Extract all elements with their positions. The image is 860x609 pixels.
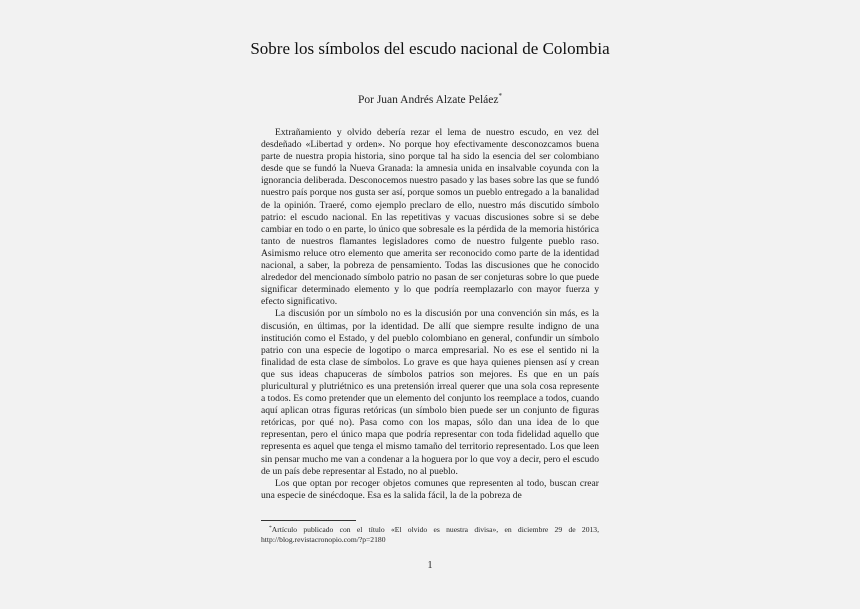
- article-body: [261, 127, 599, 502]
- page-number: 1: [427, 560, 433, 571]
- author-footnote-mark: *: [498, 92, 502, 100]
- footnote-line: [261, 523, 599, 545]
- paper-title: Sobre los símbolos del escudo nacional de Colombia: [250, 39, 610, 58]
- paragraph-1: Extrañamiento y olvido debería rezar el lema de nuestro escudo, en vez del desdeñado «Libertad y orden». No porque hoy efectivamente desconozcamos buena parte de nuestra propia historia, sino porque tal ha sido la esencia del ser colombiano desde que se fundó la Nueva Granada: la amnesia unida en insalvable coyunda con la ignorancia deliberada. Desconocemos nuestro pasado y las bases sobre las que se fundó nuestro país porque nos gusta ser así, porque somos un pueblo entregado a la banalidad de la opinión. Traeré, como ejemplo preclaro de ello, nuestro más discutido símbolo patrio: el escudo nacional. En las repetitivas y vacuas discusiones sobre si se debe cambiar en todo o en parte, lo único que sobresale es la pérdida de la memoria histórica tanto de nuestros flamantes legisladores como de nuestro fulgente pueblo raso. Asimismo reluce otro elemento que amerita ser reconocido como parte de la identidad nacional, a saber, la pobreza de pensamiento. Todas las discusiones que he conocido alrededor del mencionado símbolo patrio no pasan de ser conjeturas sobre lo que puede significar determinado elemento y lo que podría reemplazarlo con mayor fuerza y efecto significativo.: [261, 127, 599, 308]
- footnote-text: Artículo publicado con el título «El olvido es nuestra divisa», en diciembre 29 de 2013, http://blog.revistacronopio.com/?p=2180: [261, 525, 599, 544]
- footnote: [261, 523, 599, 545]
- author-name: Por Juan Andrés Alzate Peláez: [357, 94, 499, 106]
- paragraph-2: La discusión por un símbolo no es la discusión por una convención sin más, es la discusión, en últimas, por la identidad. De allí que siempre resulte indigno de una institución como el Estado, y del pueblo colombiano en general, confundir un símbolo patrio con una especie de logotipo o marca empresarial. No es ese el sentido ni la finalidad de esta clase de símbolos. Lo grave es que haya quienes piensen así y crean que sus ideas chapuceras de símbolos patrios son mejores. Es que en un país pluricultural y plutriétnico es una pretensión irreal querer que una sola cosa represente a todos. Es como pretender que un elemento del conjunto los reemplace a todos, cuando aquí aplican otras figuras retóricas (un símbolo bien puede ser un conjunto de figuras retóricas, por qué no). Pasa como con los mapas, sólo dan una idea de lo que representan, pero el único mapa que podría representar con toda fidelidad aquello que representa es aquel que tenga el mismo tamaño del territorio representado. Los que leen sin pensar mucho me van a condenar a la hoguera por lo que voy a decir, pero el escudo de un país debe representar al Estado, no al pueblo.: [261, 308, 599, 477]
- paragraph-3: Los que optan por recoger objetos comunes que representen al todo, buscan crear una especie de sinécdoque. Esa es la salida fácil, la de la pobreza de: [261, 477, 599, 501]
- author-line: [200, 92, 660, 106]
- footnote-divider: [261, 520, 356, 521]
- footnote-mark: *: [269, 525, 272, 531]
